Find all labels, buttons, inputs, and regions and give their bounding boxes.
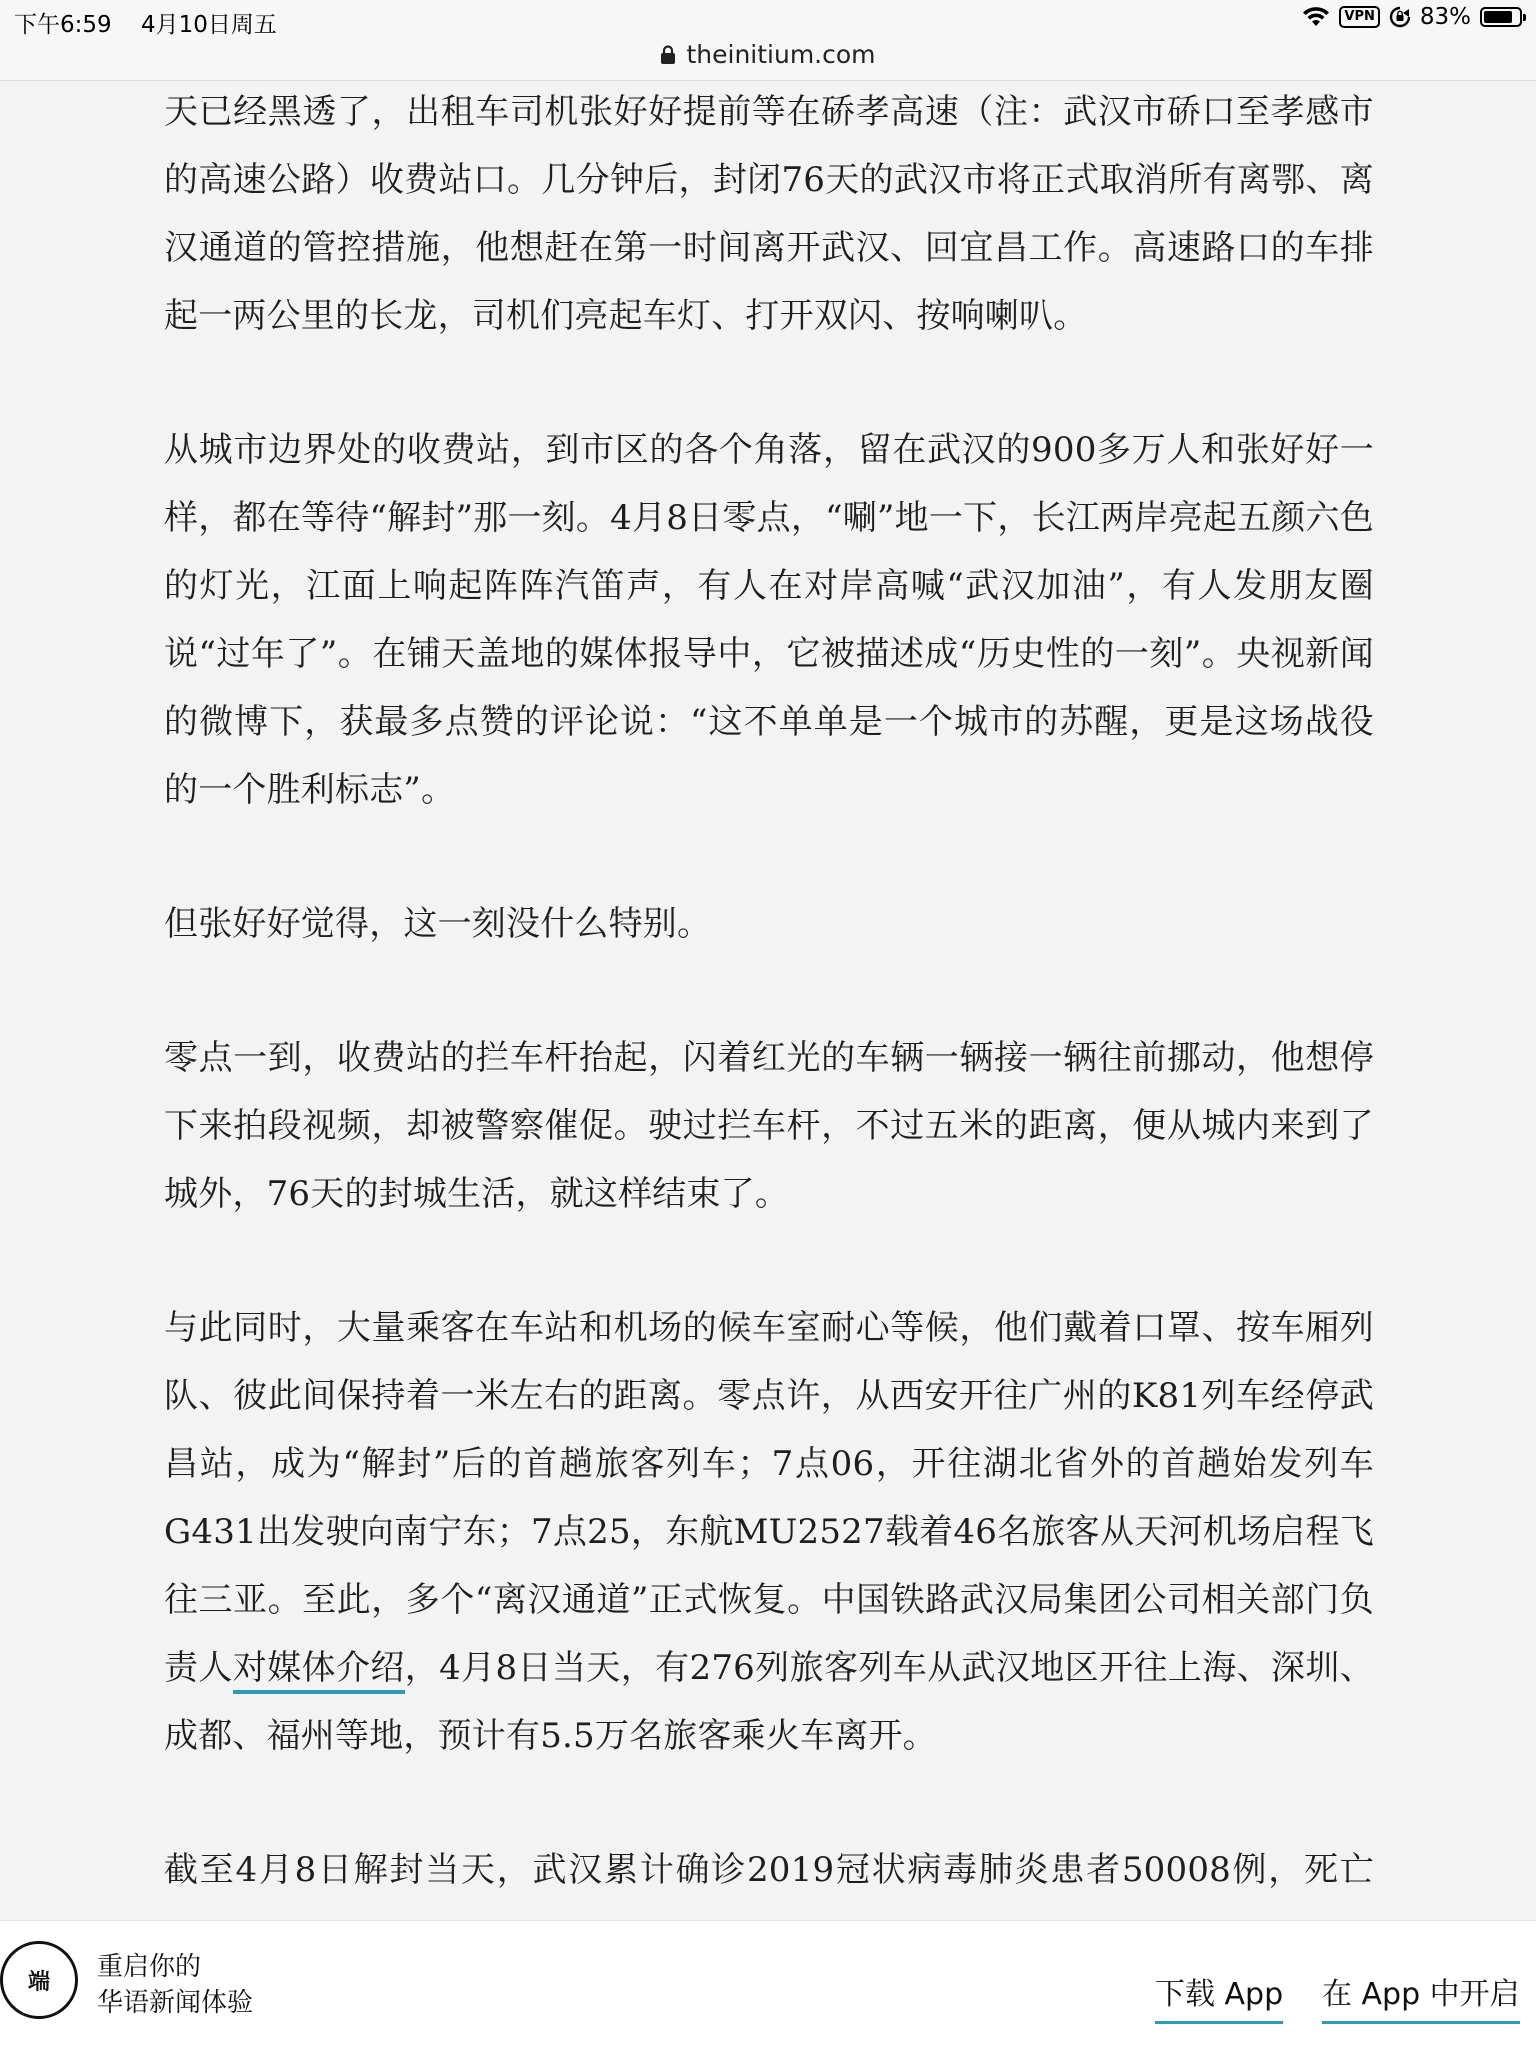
url-text[interactable]: theinitium.com [686, 40, 876, 69]
status-right [1302, 4, 1522, 30]
article-body [164, 78, 1374, 2038]
article-paragraph-6: 截至4月8日解封当天，武汉累计确诊2019冠状病毒肺炎患者50008例，死亡 [164, 1850, 1374, 1890]
wifi-icon [1302, 6, 1330, 28]
url-display[interactable] [660, 40, 875, 69]
paragraph-5-text-after: ，4月8日当天，有276列旅客列车从武汉地区开往上海、深圳、成都、福州等地，预计有5.5万名旅客乘火车离开。 [164, 1648, 1374, 1756]
status-date: 4月10日周五 [140, 12, 277, 38]
download-app-button[interactable]: 下载 App [1155, 1969, 1283, 2024]
media-report-link[interactable]: 对媒体介绍 [233, 1648, 405, 1694]
status-bar [0, 0, 1536, 40]
battery-fill [1484, 11, 1512, 23]
battery-icon [1480, 7, 1522, 27]
article-paragraph-5 [164, 1294, 1374, 1770]
initium-logo: 端 [0, 1941, 78, 2019]
lock-icon [660, 45, 676, 65]
battery-percent: 83% [1419, 4, 1471, 30]
status-left [14, 6, 299, 39]
app-banner [0, 1920, 1536, 2048]
address-bar[interactable] [0, 40, 1536, 81]
article-paragraph-1: 天已经黑透了，出租车司机张好好提前等在硚孝高速（注：武汉市硚口至孝感市的高速公路）收费站口。几分钟后，封闭76天的武汉市将正式取消所有离鄂、离汉通道的管控措施，他想赶在第一时间离开武汉、回宜昌工作。高速路口的车排起一两公里的长龙，司机们亮起车灯、打开双闪、按响喇叭。 [164, 92, 1374, 336]
banner-tagline-line2: 华语新闻体验 [97, 1988, 254, 2018]
banner-tagline-line1: 重启你的 [97, 1952, 202, 1982]
status-time: 下午6:59 [14, 12, 112, 38]
vpn-badge: VPN [1339, 6, 1379, 28]
paragraph-5-text-before: 与此同时，大量乘客在车站和机场的候车室耐心等候，他们戴着口罩、按车厢列队、彼此间保持着一米左右的距离。零点许，从西安开往广州的K81列车经停武昌站，成为“解封”后的首趟旅客列车；7点06，开往湖北省外的首趟始发列车G431出发驶向南宁东；7点25，东航MU2527载着46名旅客从天河机场启程飞往三亚。至此，多个“离汉通道”正式恢复。中国铁路武汉局集团公司相关部门负责人 [164, 1308, 1374, 1688]
rotation-lock-icon [1389, 6, 1411, 28]
article-paragraph-4: 零点一到，收费站的拦车杆抬起，闪着红光的车辆一辆接一辆往前挪动，他想停下来拍段视频，却被警察催促。驶过拦车杆，不过五米的距离，便从城内来到了城外，76天的封城生活，就这样结束了。 [164, 1038, 1374, 1214]
banner-tagline [97, 1949, 253, 2021]
open-in-app-button[interactable]: 在 App 中开启 [1322, 1969, 1520, 2024]
article-paragraph-3: 但张好好觉得，这一刻没什么特别。 [164, 904, 712, 944]
article-paragraph-2: 从城市边界处的收费站，到市区的各个角落，留在武汉的900多万人和张好好一样，都在等待“解封”那一刻。4月8日零点，“唰”地一下，长江两岸亮起五颜六色的灯光，江面上响起阵阵汽笛声，有人在对岸高喊“武汉加油”，有人发朋友圈说“过年了”。在铺天盖地的媒体报导中，它被描述成“历史性的一刻”。央视新闻的微博下，获最多点赞的评论说：“这不单单是一个城市的苏醒，更是这场战役的一个胜利标志”。 [164, 430, 1374, 810]
